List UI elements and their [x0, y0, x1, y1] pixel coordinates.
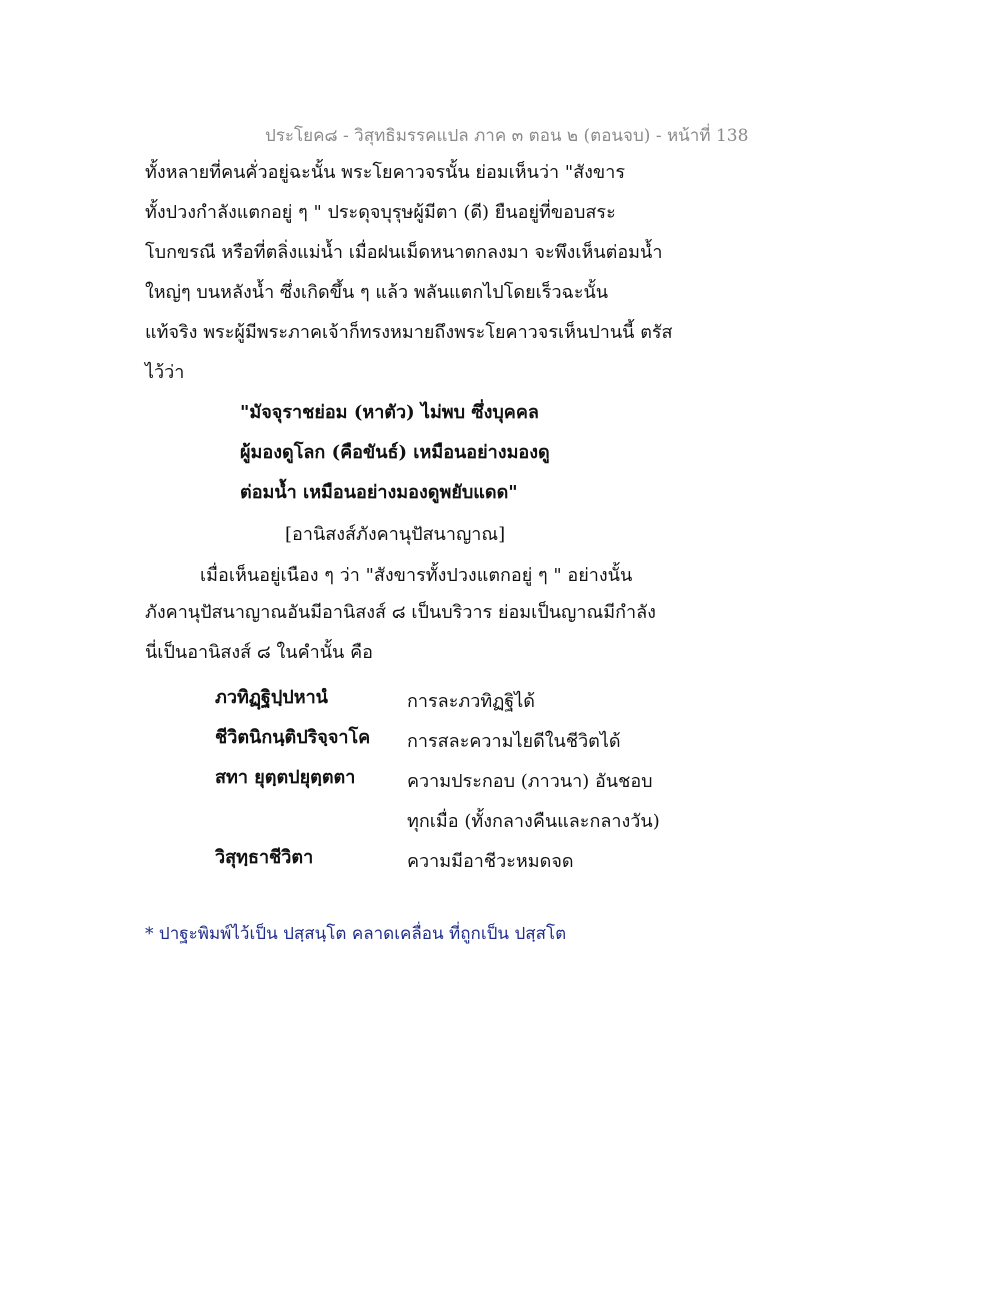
paragraph-2: [145, 593, 656, 673]
verse-quote: [240, 393, 550, 513]
paragraph-1: [145, 153, 673, 393]
paragraph-line: โบกขรณี หรือที่ตลิ่งแม่น้ำ เมื่อฝนเม็ดหนาตกลงมา จะพึงเห็นต่อมน้ำ: [145, 242, 663, 263]
paragraph-line: ภังคานุปัสนาญาณอันมีอานิสงส์ ๘ เป็นบริวาร ย่อมเป็นญาณมีกำลัง: [145, 602, 656, 623]
paragraph-line: ทั้งปวงกำลังแตกอยู่ ๆ " ประดุจบุรุษผู้มีตา (ดี) ยืนอยู่ที่ขอบสระ: [145, 202, 616, 223]
benefit-meaning-line: ความมีอาชีวะหมดจด: [407, 851, 574, 872]
benefit-term: ชีวิตนิกนฺติปริจฺจาโค: [215, 727, 371, 748]
benefit-meaning: [407, 842, 574, 882]
paragraph-line: ทั้งหลายที่คนคั่วอยู่ฉะนั้น พระโยคาวจรนั้น ย่อมเห็นว่า "สังขาร: [145, 162, 626, 183]
paragraph-line: ไว้ว่า: [145, 362, 185, 383]
benefit-term: วิสุทฺธาชีวิตา: [215, 847, 314, 868]
verse-line: ผู้มองดูโลก (คือขันธ์) เหมือนอย่างมองดู: [240, 442, 550, 463]
benefit-meaning: [407, 762, 660, 842]
paragraph-line: แท้จริง พระผู้มีพระภาคเจ้าก็ทรงหมายถึงพระโยคาวจรเห็นปานนี้ ตรัส: [145, 322, 673, 343]
benefit-term: ภวทิฏฺฐิปฺปหานํ: [215, 687, 328, 708]
benefit-term: สทา ยุตฺตปยุตฺตตา: [215, 767, 356, 788]
verse-line: "มัจจุราชย่อม (หาตัว) ไม่พบ ซึ่งบุคคล: [240, 402, 539, 423]
paragraph-2-first-line: เมื่อเห็นอยู่เนือง ๆ ว่า "สังขารทั้งปวงแตกอยู่ ๆ " อย่างนั้น: [200, 565, 633, 586]
benefit-meaning-line: การสละความไยดีในชีวิตได้: [407, 731, 621, 752]
benefit-meaning-line: ทุกเมื่อ (ทั้งกลางคืนและกลางวัน): [407, 811, 660, 832]
verse-line: ต่อมน้ำ เหมือนอย่างมองดูพยับแดด": [240, 482, 518, 503]
benefit-meaning-line: การละภวทิฏฐิได้: [407, 691, 535, 712]
running-header: ประโยค๘ - วิสุทธิมรรคแปล ภาค ๓ ตอน ๒ (ตอนจบ) - หน้าที่ 138: [265, 126, 749, 146]
section-heading: [อานิสงส์ภังคานุปัสนาญาณ]: [285, 524, 506, 545]
benefit-meaning: [407, 722, 621, 762]
benefit-meaning: [407, 682, 535, 722]
footnote: * ปาฐะพิมพ์ไว้เป็น ปสฺสนฺโต คลาดเคลื่อน ที่ถูกเป็น ปสฺสโต: [145, 924, 567, 944]
paragraph-line: นี่เป็นอานิสงส์ ๘ ในคำนั้น คือ: [145, 642, 373, 663]
benefit-meaning-line: ความประกอบ (ภาวนา) อันชอบ: [407, 771, 653, 792]
paragraph-line: ใหญ่ๆ บนหลังน้ำ ซึ่งเกิดขึ้น ๆ แล้ว พลันแตกไปโดยเร็วฉะนั้น: [145, 282, 609, 303]
